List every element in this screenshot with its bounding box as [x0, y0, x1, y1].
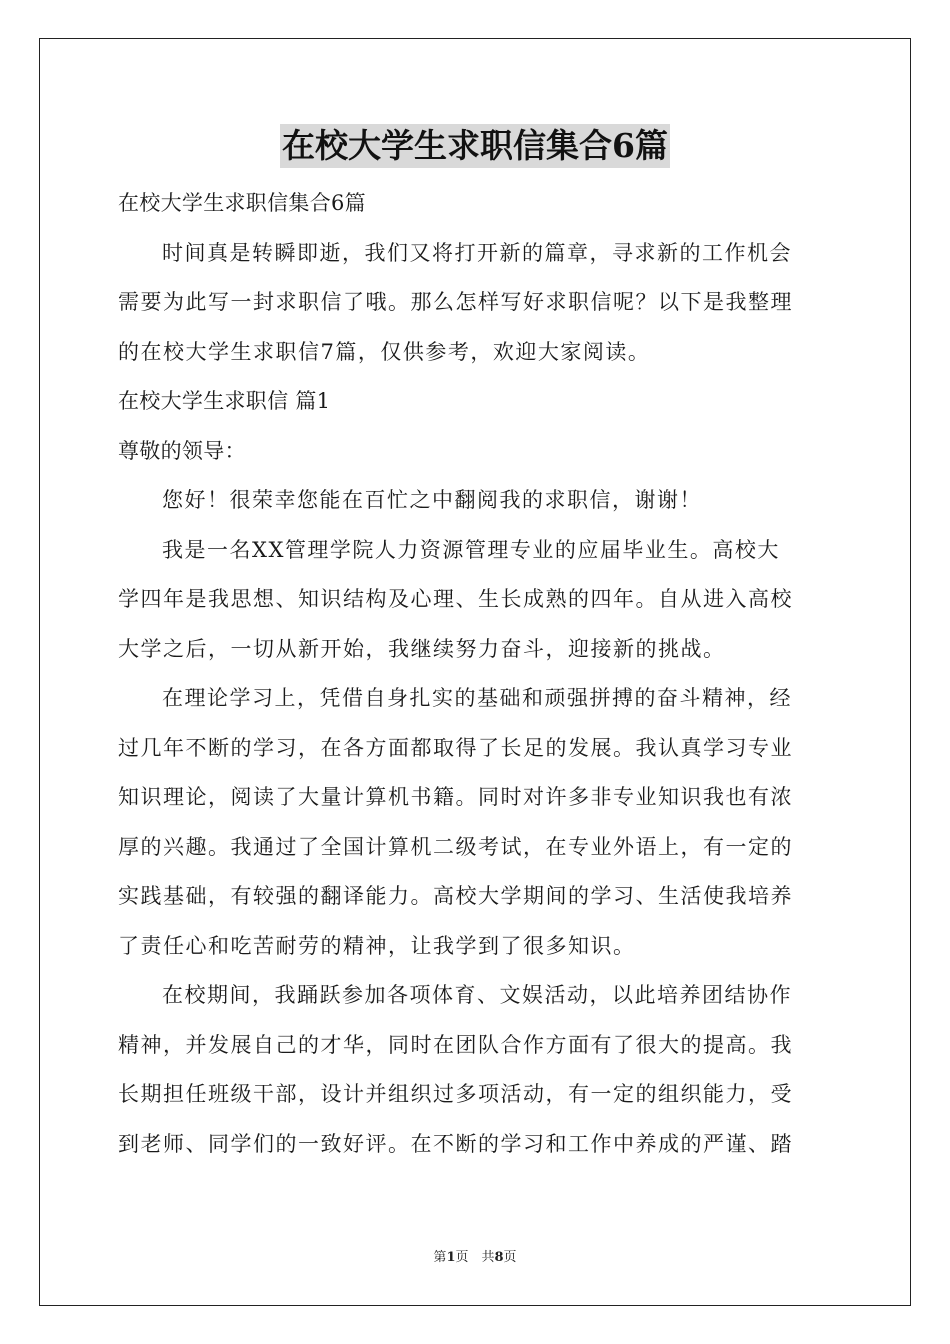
text-line: 实践基础，有较强的翻译能力。高校大学期间的学习、生活使我培养 [118, 884, 793, 908]
text-line: 大学之后，一切从新开始，我继续努力奋斗，迎接新的挑战。 [118, 636, 726, 661]
page-footer [0, 1249, 950, 1267]
footer-prefix: 第 [433, 1250, 447, 1265]
text-line: 过几年不断的学习，在各方面都取得了长足的发展。我认真学习专业 [118, 735, 793, 760]
text-line: 在校期间，我踊跃参加各项体育、文娱活动，以此培养团结协作 [162, 983, 792, 1007]
footer-current-page: 1 [446, 1250, 456, 1265]
text-line: 时间真是转瞬即逝，我们又将打开新的篇章，寻求新的工作机会 [162, 240, 792, 265]
document-body [118, 179, 834, 1169]
footer-suffix: 页 [503, 1250, 517, 1265]
text-line: 您好！很荣幸您能在百忙之中翻阅我的求职信，谢谢！ [162, 488, 702, 512]
footer-total-pages: 8 [494, 1250, 504, 1265]
text-line: 的在校大学生求职信7篇，仅供参考，欢迎大家阅读。 [118, 339, 651, 364]
text-line: 知识理论，阅读了大量计算机书籍。同时对许多非专业知识我也有浓 [118, 785, 793, 809]
text-line: 在校大学生求职信 篇1 [118, 389, 331, 413]
text-line: 精神，并发展自己的才华，同时在团队合作方面有了很大的提高。我 [118, 1032, 793, 1057]
title-container [0, 124, 950, 168]
text-line: 厚的兴趣。我通过了全国计算机二级考试，在专业外语上，有一定的 [118, 834, 793, 859]
text-line: 尊敬的领导： [118, 438, 246, 463]
text-line: 长期担任班级干部，设计并组织过多项活动，有一定的组织能力，受 [118, 1082, 793, 1106]
text-line: 我是一名XX管理学院人力资源管理专业的应届毕业生。高校大 [162, 537, 780, 562]
footer-mid: 页 共 [455, 1250, 495, 1265]
text-line: 需要为此写一封求职信了哦。那么怎样写好求职信呢？以下是我整理 [118, 290, 793, 314]
document-title: 在校大学生求职信集合6篇 [280, 124, 670, 168]
text-line: 到老师、同学们的一致好评。在不断的学习和工作中养成的严谨、踏 [118, 1131, 793, 1156]
text-line: 在理论学习上，凭借自身扎实的基础和顽强拼搏的奋斗精神，经 [162, 686, 792, 710]
text-line: 学四年是我思想、知识结构及心理、生长成熟的四年。自从进入高校 [118, 587, 793, 611]
text-line: 在校大学生求职信集合6篇 [118, 191, 366, 215]
text-line: 了责任心和吃苦耐劳的精神，让我学到了很多知识。 [118, 933, 636, 958]
